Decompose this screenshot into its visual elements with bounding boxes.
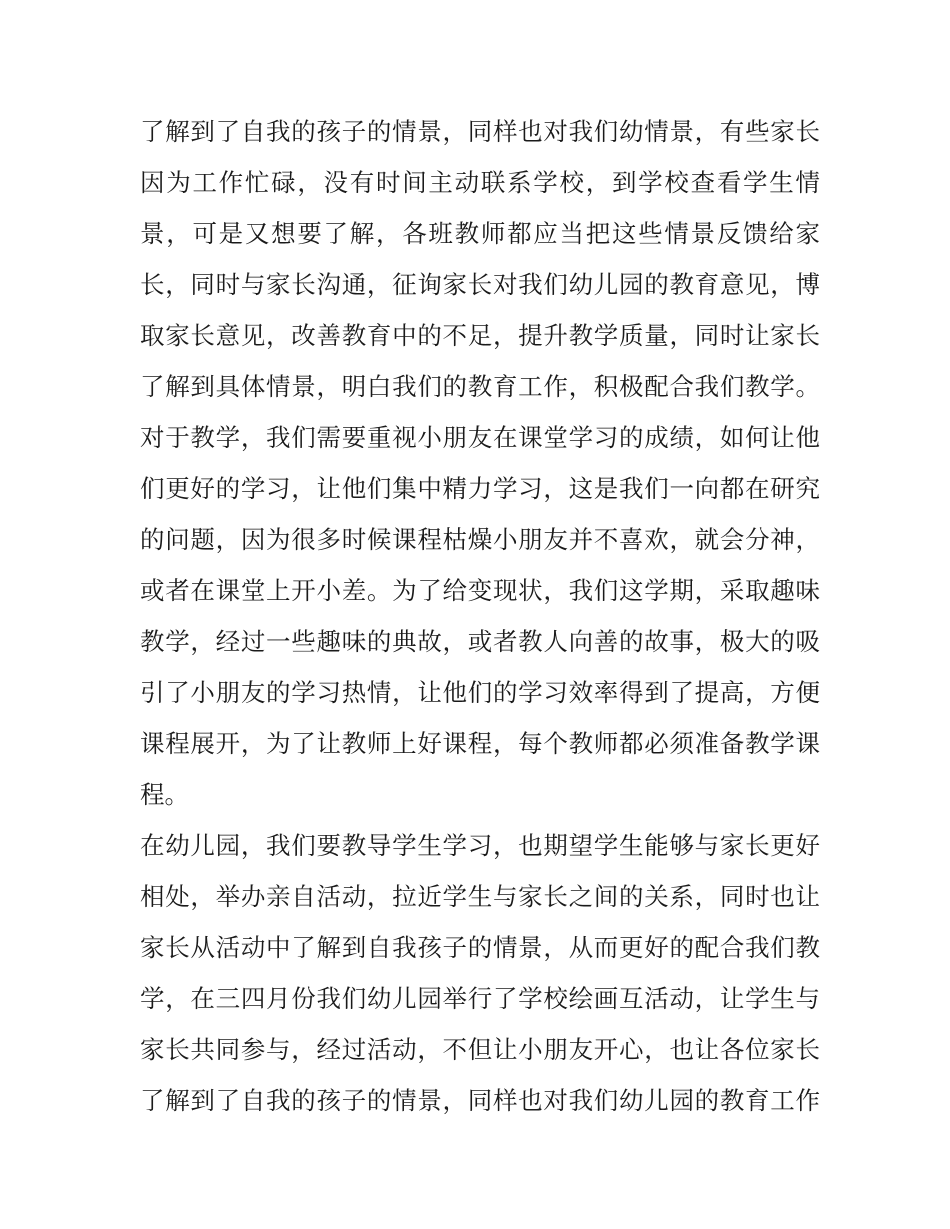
text-line: 对于教学，我们需要重视小朋友在课堂学习的成绩，如何让他 bbox=[140, 423, 820, 452]
text-line: 的问题，因为很多时候课程枯燥小朋友并不喜欢，就会分神， bbox=[140, 525, 820, 554]
text-line: 引了小朋友的学习热情，让他们的学习效率得到了提高，方便 bbox=[140, 678, 820, 707]
text-line: 程。 bbox=[140, 780, 189, 809]
text-line: 在幼儿园，我们要教导学生学习，也期望学生能够与家长更好 bbox=[140, 831, 820, 860]
text-line: 家长共同参与，经过活动，不但让小朋友开心，也让各位家长 bbox=[140, 1035, 820, 1064]
text-line: 了解到具体情景，明白我们的教育工作，积极配合我们教学。 bbox=[140, 372, 820, 401]
text-line: 学，在三四月份我们幼儿园举行了学校绘画互活动，让学生与 bbox=[140, 984, 820, 1013]
text-line: 了解到了自我的孩子的情景，同样也对我们幼情景，有些家长 bbox=[140, 117, 820, 146]
text-line: 教学，经过一些趣味的典故，或者教人向善的故事，极大的吸 bbox=[140, 627, 820, 656]
text-line: 家长从活动中了解到自我孩子的情景，从而更好的配合我们教 bbox=[140, 933, 820, 962]
text-line: 课程展开，为了让教师上好课程，每个教师都必须准备教学课 bbox=[140, 729, 820, 758]
text-line: 了解到了自我的孩子的情景，同样也对我们幼儿园的教育工作 bbox=[140, 1086, 820, 1115]
text-line: 取家长意见，改善教育中的不足，提升教学质量，同时让家长 bbox=[140, 321, 820, 350]
text-line: 景，可是又想要了解，各班教师都应当把这些情景反馈给家 bbox=[140, 219, 820, 248]
text-line: 们更好的学习，让他们集中精力学习，这是我们一向都在研究 bbox=[140, 474, 820, 503]
text-line: 因为工作忙碌，没有时间主动联系学校，到学校查看学生情 bbox=[140, 168, 820, 197]
text-line: 或者在课堂上开小差。为了给变现状，我们这学期，采取趣味 bbox=[140, 576, 820, 605]
text-line: 长，同时与家长沟通，征询家长对我们幼儿园的教育意见，博 bbox=[140, 270, 820, 299]
text-line: 相处，举办亲自活动，拉近学生与家长之间的关系，同时也让 bbox=[140, 882, 820, 911]
body-text bbox=[140, 106, 820, 1126]
